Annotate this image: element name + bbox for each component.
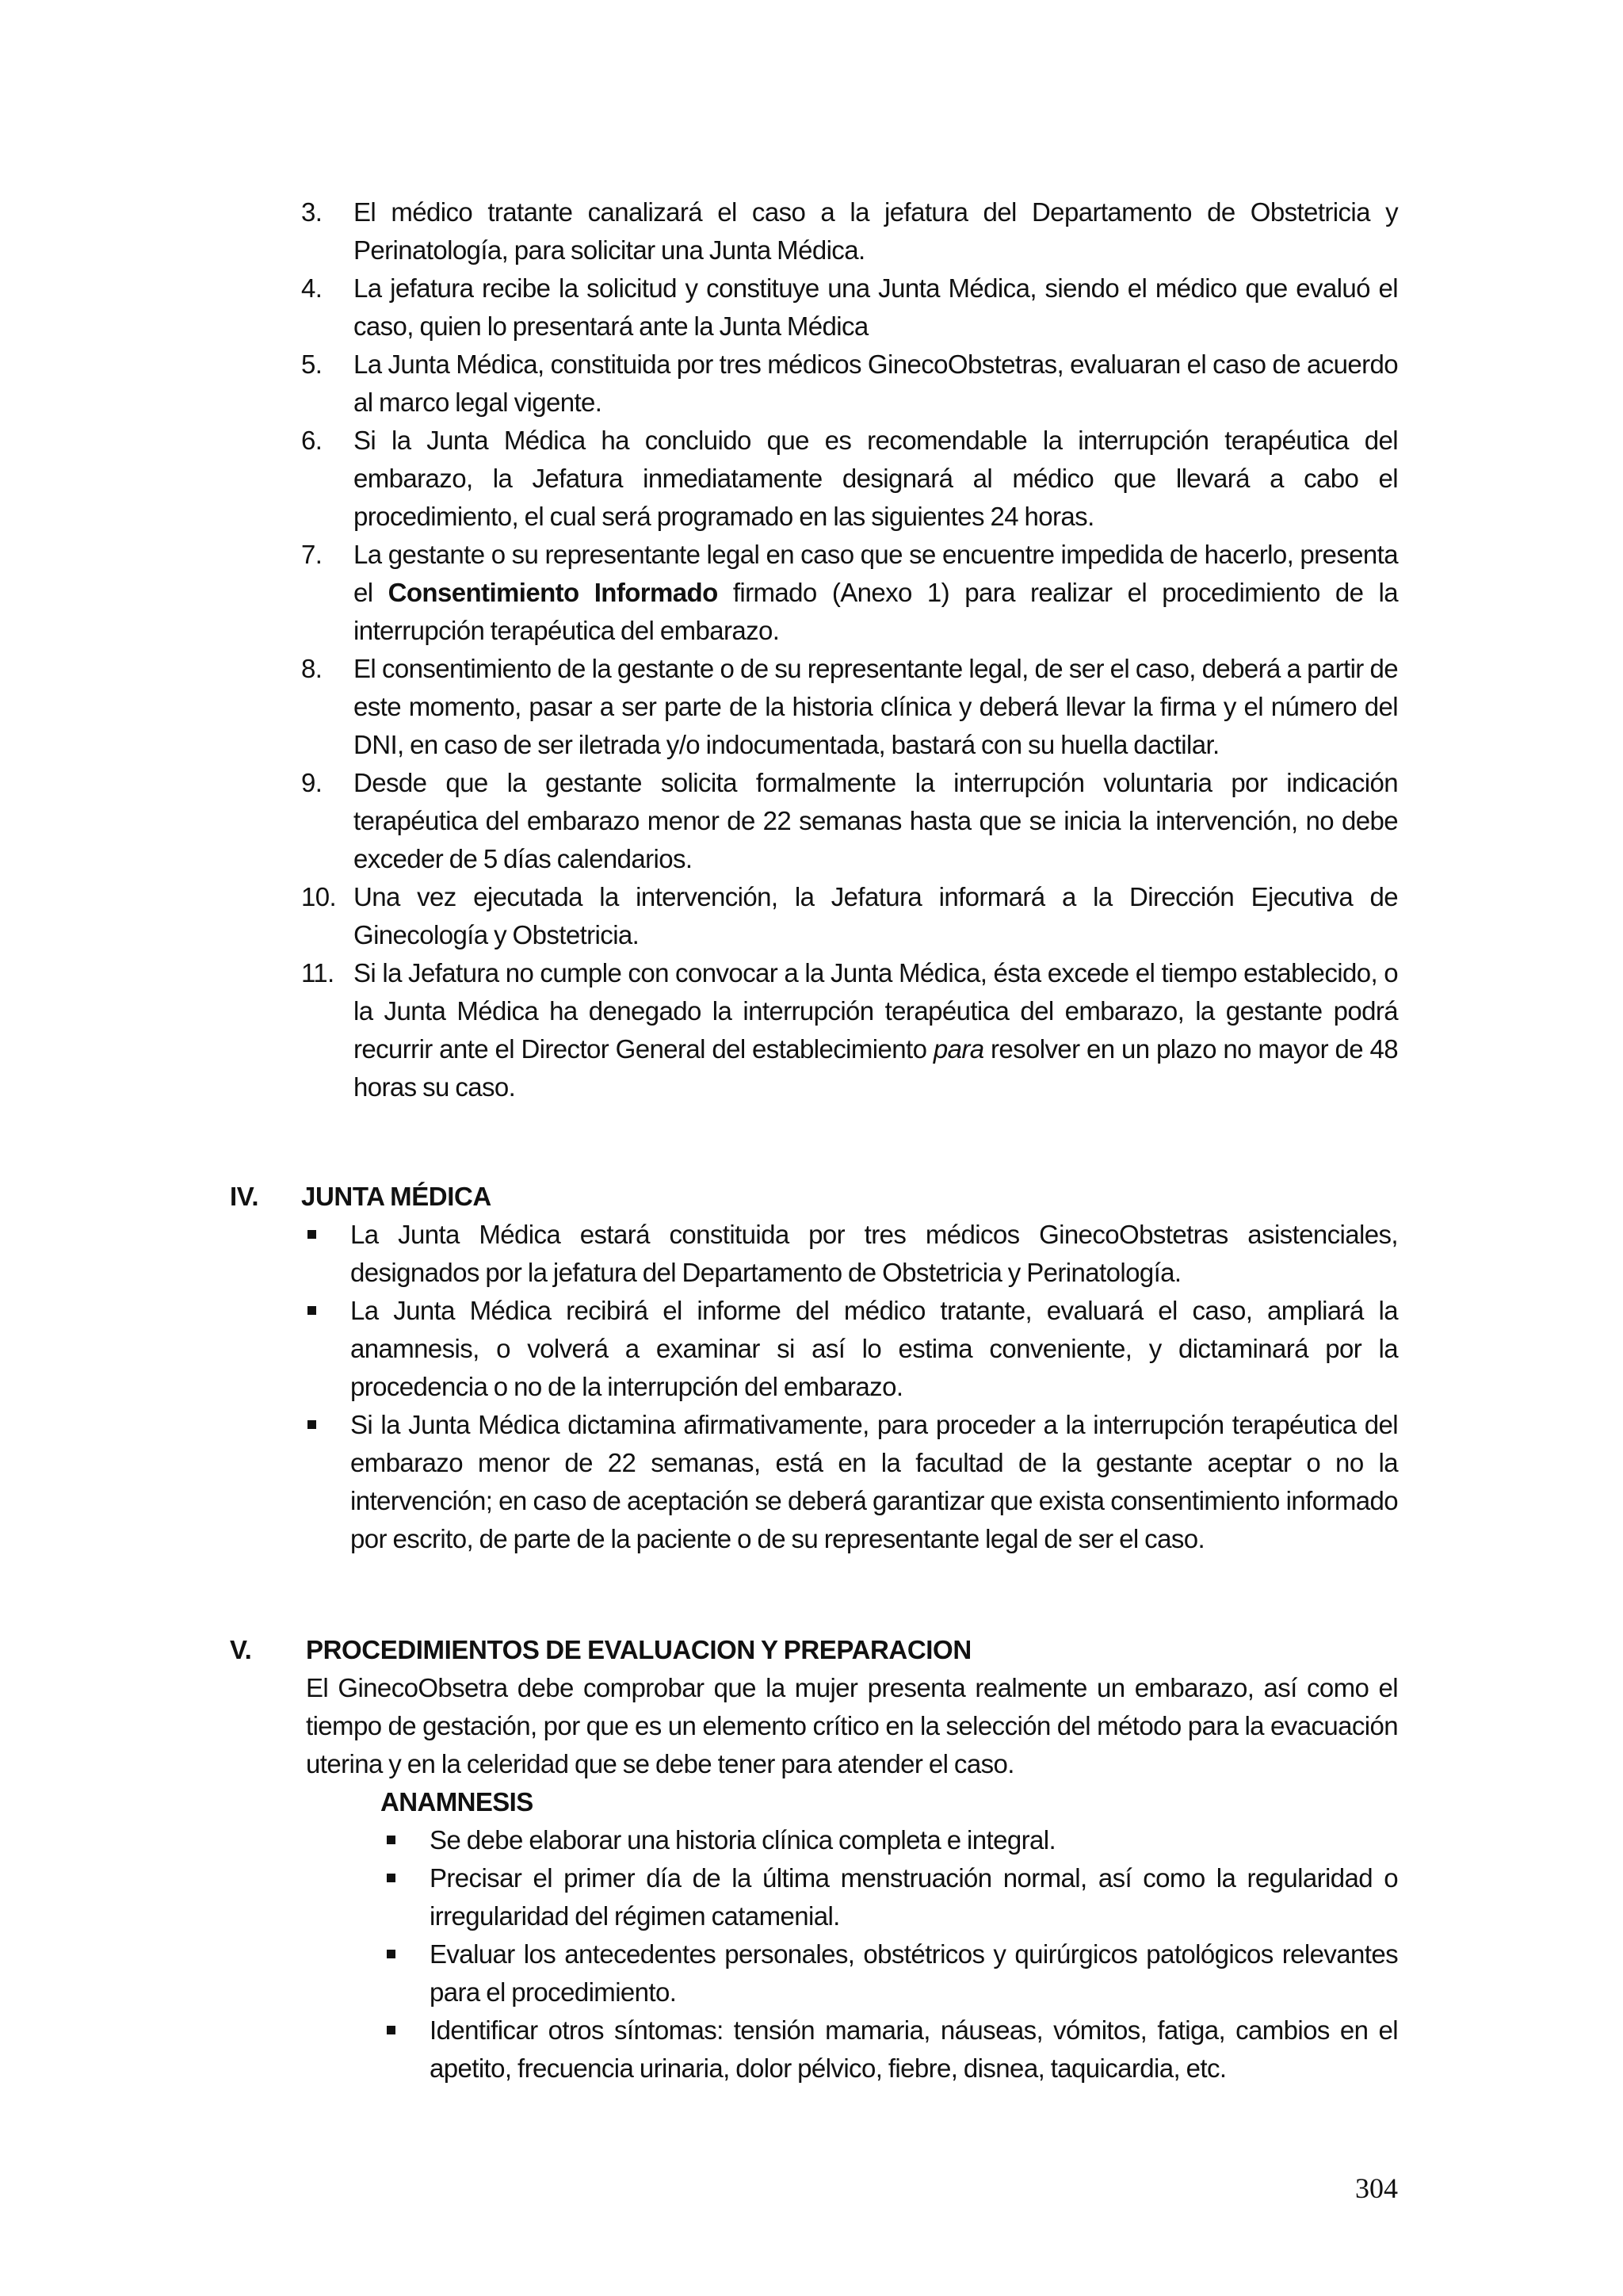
item-text-part: Si la Jefatura no cumple con convocar a la Junta Médica, ésta excede el tiempo establecido, o la Junta Médica ha denegado la interrupción terapéutica del embarazo, la gestante podrá recurrir ante el Director General del establecimiento xyxy=(353,958,1398,1064)
list-item xyxy=(301,764,1398,878)
item-text: Una vez ejecutada la intervención, la Jefatura informará a la Dirección Ejecutiva de Ginecología y Obstetricia. xyxy=(353,882,1398,949)
list-item xyxy=(301,650,1398,764)
item-number: 11. xyxy=(301,958,334,988)
item-number: 9. xyxy=(301,768,323,797)
item-number: 4. xyxy=(301,273,323,303)
square-bullet-icon xyxy=(380,1821,430,1859)
section-heading xyxy=(230,1178,1398,1216)
item-text: El consentimiento de la gestante o de su representante legal, de ser el caso, deberá a partir de este momento, pasar a ser parte de la historia clínica y deberá llevar la firma y el número del DNI, en caso de ser iletrada y/o indocumentada, bastará con su huella dactilar. xyxy=(353,654,1398,759)
bullet-item xyxy=(301,1216,1398,1292)
bullet-text: Evaluar los antecedentes personales, obstétricos y quirúrgicos patológicos relevantes para el procedimiento. xyxy=(430,1939,1398,2007)
section-title: JUNTA MÉDICA xyxy=(301,1182,491,1211)
bullet-text: Precisar el primer día de la última menstruación normal, así como la regularidad o irregularidad del régimen catamenial. xyxy=(430,1863,1398,1931)
square-bullet-icon xyxy=(301,1292,350,1406)
item-text: Si la Junta Médica ha concluido que es recomendable la interrupción terapéutica del embarazo, la Jefatura inmediatamente designará al médico que llevará a cabo el procedimiento, el cual será programado en las siguientes 24 horas. xyxy=(353,426,1398,531)
list-item xyxy=(301,422,1398,536)
bullet-text: Se debe elaborar una historia clínica completa e integral. xyxy=(430,1825,1056,1855)
section-title: PROCEDIMIENTOS DE EVALUACION Y PREPARACION xyxy=(306,1635,972,1664)
item-number: 6. xyxy=(301,426,323,455)
square-bullet-icon xyxy=(301,1406,350,1558)
list-item xyxy=(301,954,1398,1106)
item-text-part: firmado (Anexo 1) para realizar el procedimiento de la interrupción terapéutica del embarazo. xyxy=(353,578,1398,645)
item-number: 5. xyxy=(301,350,323,379)
item-text xyxy=(353,954,1398,1106)
bullet-item xyxy=(301,1292,1398,1406)
item-text: El médico tratante canalizará el caso a la jefatura del Departamento de Obstetricia y Perinatología, para solicitar una Junta Médica. xyxy=(353,197,1398,265)
square-bullet-icon xyxy=(380,1859,430,1935)
bullet-item xyxy=(380,2011,1398,2088)
item-number: 8. xyxy=(301,654,323,683)
item-number: 3. xyxy=(301,197,323,227)
italic-word: para xyxy=(933,1034,984,1064)
bullet-item xyxy=(380,1821,1398,1859)
square-bullet-icon xyxy=(380,2011,430,2088)
list-item xyxy=(301,878,1398,954)
bullet-item xyxy=(380,1935,1398,2011)
item-number: 7. xyxy=(301,540,323,569)
item-text xyxy=(353,536,1398,650)
list-item xyxy=(301,193,1398,269)
section-number: IV. xyxy=(230,1182,259,1211)
section-procedimientos xyxy=(230,1631,1398,2088)
section-junta-medica xyxy=(230,1178,1398,1558)
numbered-list xyxy=(301,193,1398,1106)
list-item xyxy=(301,269,1398,346)
item-text-part: La gestante o su representante legal en caso que se encuentre impedida de hacerlo, presenta el xyxy=(353,540,1398,607)
item-number: 10. xyxy=(301,882,337,911)
item-text: Desde que la gestante solicita formalmente la interrupción voluntaria por indicación terapéutica del embarazo menor de 22 semanas hasta que se inicia la intervención, no debe exceder de 5 días calendarios. xyxy=(353,768,1398,873)
bullet-text: Si la Junta Médica dictamina afirmativamente, para proceder a la interrupción terapéutica del embarazo menor de 22 semanas, está en la facultad de la gestante aceptar o no la intervención; en caso de aceptación se deberá garantizar que exista consentimiento informado por escrito, de parte de la paciente o de su representante legal de ser el caso. xyxy=(350,1410,1398,1553)
section-number: V. xyxy=(230,1635,252,1664)
list-item xyxy=(301,536,1398,650)
section-heading xyxy=(230,1631,1398,1669)
section-paragraph: El GinecoObsetra debe comprobar que la mujer presenta realmente un embarazo, así como el tiempo de gestación, por que es un elemento crítico en la selección del método para la evacuación uterina y en la celeridad que se debe tener para atender el caso. xyxy=(306,1673,1398,1778)
subheading-anamnesis: ANAMNESIS xyxy=(380,1787,533,1817)
bullet-list xyxy=(301,1216,1398,1558)
item-text: La jefatura recibe la solicitud y constituye una Junta Médica, siendo el médico que evaluó el caso, quien lo presentará ante la Junta Médica xyxy=(353,273,1398,341)
bullet-item xyxy=(301,1406,1398,1558)
bullet-item xyxy=(380,1859,1398,1935)
bullet-text: La Junta Médica recibirá el informe del médico tratante, evaluará el caso, ampliará la anamnesis, o volverá a examinar si así lo estima conveniente, y dictaminará por la procedencia o no de la interrupción del embarazo. xyxy=(350,1296,1398,1401)
bullet-text: Identificar otros síntomas: tensión mamaria, náuseas, vómitos, fatiga, cambios en el apetito, frecuencia urinaria, dolor pélvico, fiebre, disnea, taquicardia, etc. xyxy=(430,2015,1398,2083)
item-text-part: resolver en un plazo no mayor de 48 horas su caso. xyxy=(353,1034,1398,1102)
anamnesis-block xyxy=(380,1783,1398,2088)
square-bullet-icon xyxy=(301,1216,350,1292)
item-text: La Junta Médica, constituida por tres médicos GinecoObstetras, evaluaran el caso de acuerdo al marco legal vigente. xyxy=(353,350,1398,417)
bullet-text: La Junta Médica estará constituida por tres médicos GinecoObstetras asistenciales, designados por la jefatura del Departamento de Obstetricia y Perinatología. xyxy=(350,1220,1398,1287)
consent-bold-term: Consentimiento Informado xyxy=(388,578,718,607)
square-bullet-icon xyxy=(380,1935,430,2011)
list-item xyxy=(301,346,1398,422)
page-number: 304 xyxy=(1355,2172,1398,2204)
